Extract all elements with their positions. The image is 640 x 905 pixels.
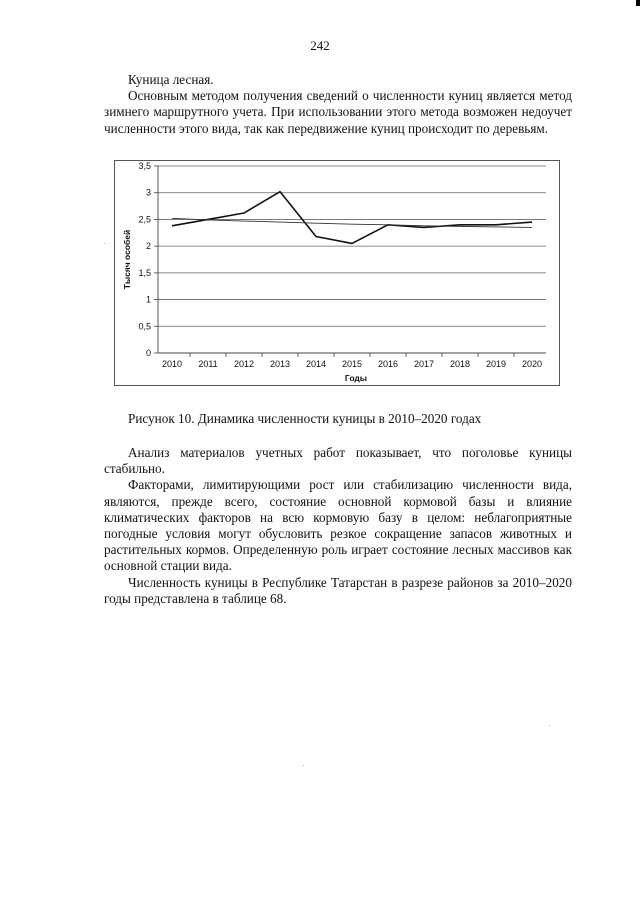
analysis-paragraph-3: Численность куницы в Республике Татарстан в разрезе районов за 2010–2020 годы представлена в таблице 68. xyxy=(104,574,572,606)
population-series-line xyxy=(172,192,532,244)
intro-section xyxy=(104,72,572,137)
x-tick-label: 2010 xyxy=(161,359,183,369)
scan-speck xyxy=(549,725,550,726)
x-tick-label: 2011 xyxy=(198,359,218,369)
y-tick-label: 1,5 xyxy=(138,267,151,278)
y-tick-label: 0,5 xyxy=(138,321,151,332)
y-tick-label: 0 xyxy=(145,348,151,358)
x-tick-label: 2015 xyxy=(341,359,363,369)
scan-speck xyxy=(303,765,304,766)
x-tick-label: 2017 xyxy=(413,359,435,369)
x-tick-label: 2016 xyxy=(377,359,399,369)
y-tick-label: 2 xyxy=(145,241,151,252)
analysis-paragraph-2: Факторами, лимитирующими рост или стабилизацию численности вида, являются, прежде всего, состояние основной кормовой базы и влияние климатических факторов на всю кормовую базу в целом: неблагоприятные погодные условия могут обусловить резкое сокращение запасов животных и растительных кормов. Определенную роль играет состояние лесных массивов как основной стации вида. xyxy=(104,477,572,574)
population-line-chart xyxy=(114,160,560,386)
scan-speck xyxy=(104,243,105,244)
y-tick-label: 2,5 xyxy=(138,214,151,225)
y-tick-label: 1 xyxy=(145,294,151,305)
section-heading: Куница лесная. xyxy=(128,72,214,87)
page-number: 242 xyxy=(310,38,330,53)
analysis-section xyxy=(104,445,572,607)
figure-caption: Рисунок 10. Динамика численности куницы в 2010–2020 годах xyxy=(128,411,482,426)
analysis-paragraph-1: Анализ материалов учетных работ показывает, что поголовье куницы стабильно. xyxy=(104,445,572,477)
y-axis-title: Тысяч особей xyxy=(122,229,132,290)
x-tick-label: 2020 xyxy=(521,359,543,369)
x-tick-label: 2014 xyxy=(305,359,327,369)
x-axis-title: Годы xyxy=(344,373,368,383)
x-tick-label: 2012 xyxy=(233,359,255,369)
y-tick-label: 3,5 xyxy=(138,161,151,171)
x-tick-label: 2018 xyxy=(449,359,471,369)
y-tick-label: 3 xyxy=(145,187,151,198)
x-tick-label: 2019 xyxy=(485,359,507,369)
intro-paragraph: Основным методом получения сведений о численности куниц является метод зимнего маршрутного учета. При использовании этого метода возможен недоучет численности этого вида, так как передвижение куниц происходит по деревьям. xyxy=(104,88,572,136)
x-tick-label: 2013 xyxy=(269,359,291,369)
scan-corner-mark xyxy=(636,0,640,6)
